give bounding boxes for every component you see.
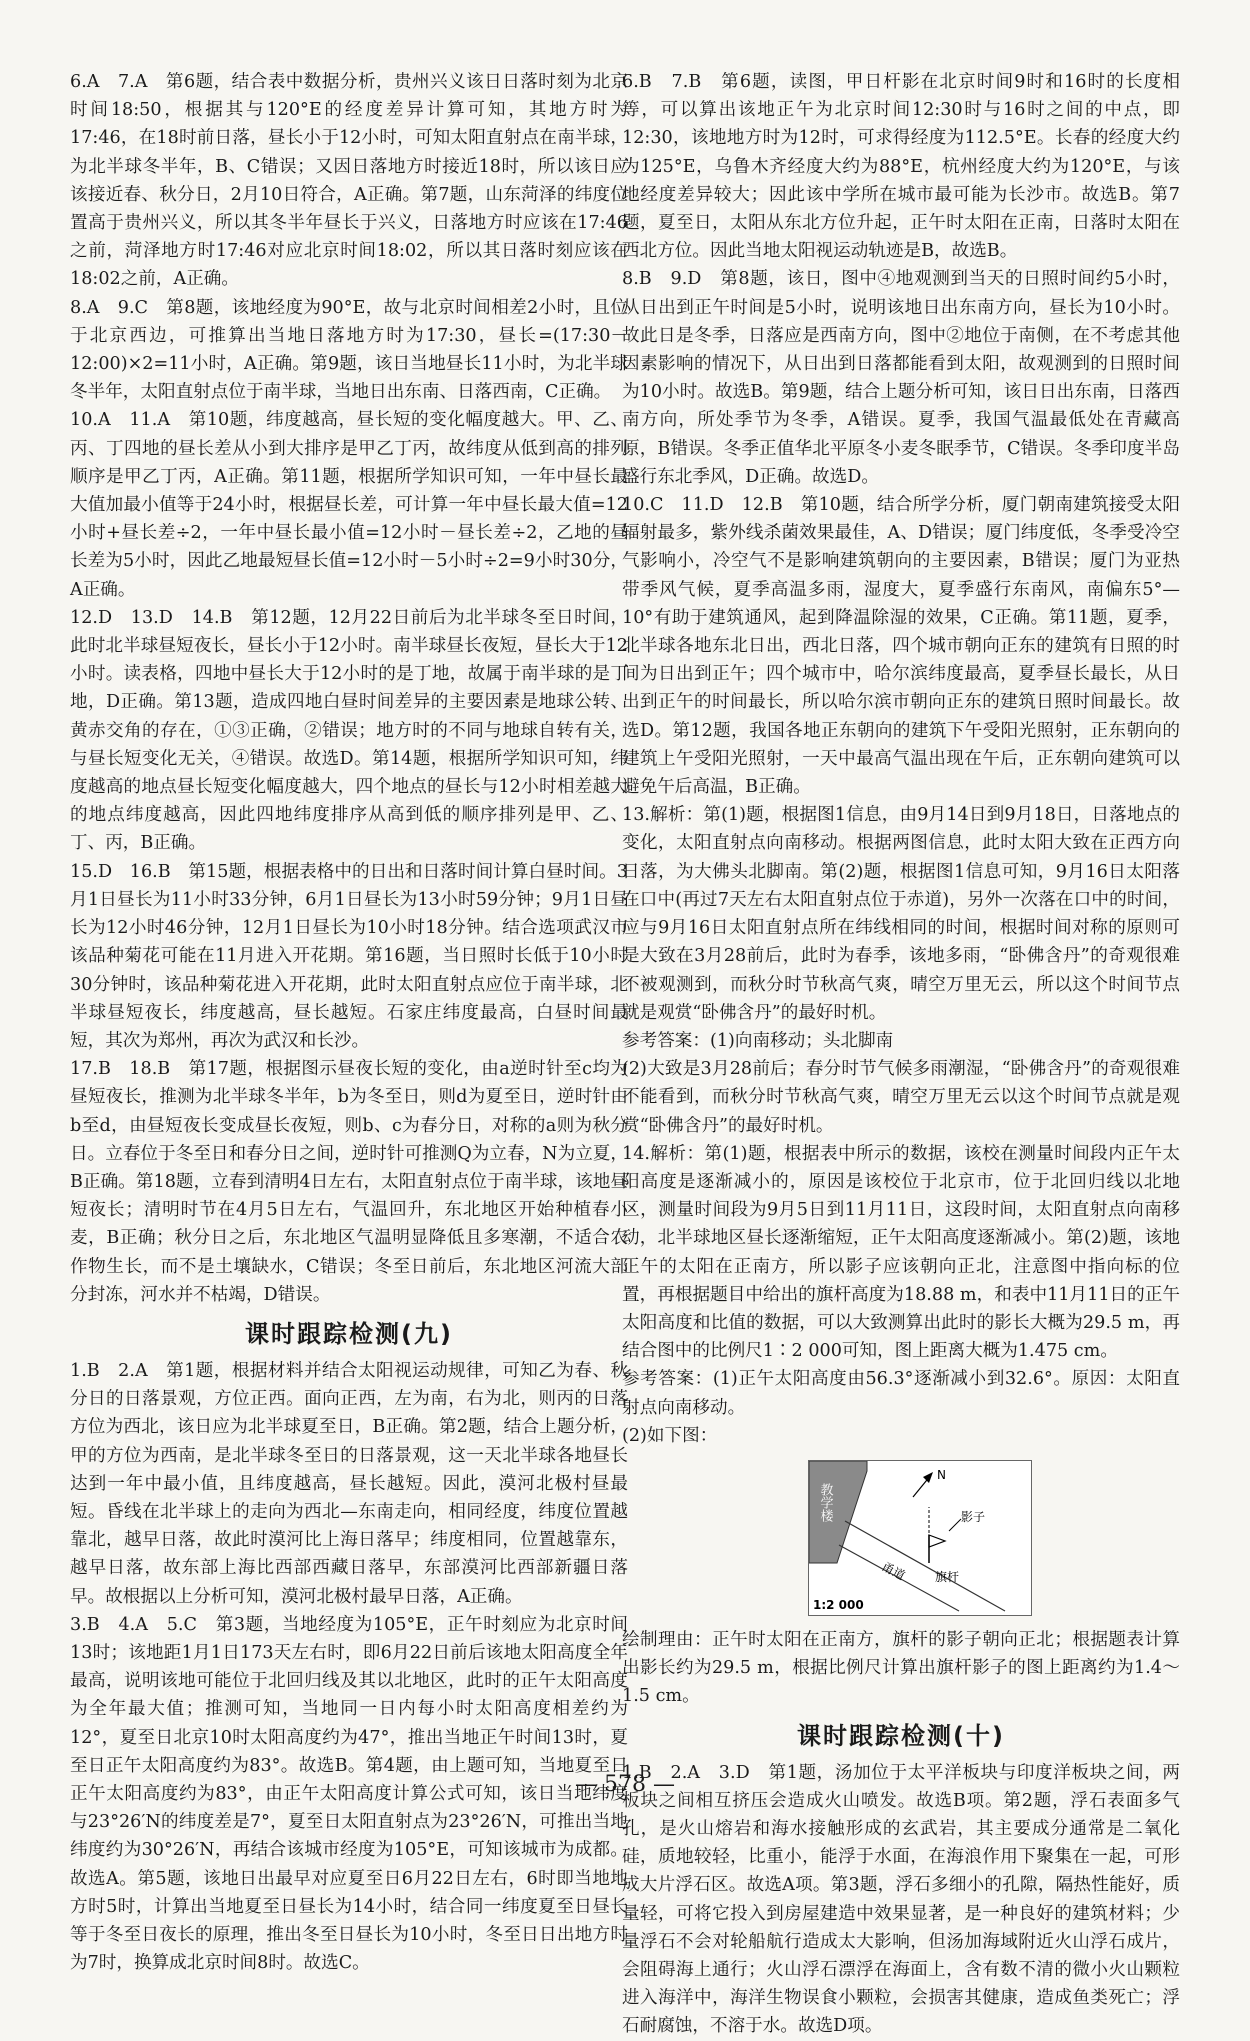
answer-paragraph: 13.解析：第(1)题，根据图1信息，由9月14日到9月18日，日落地点的变化，太阳直射点向南移动。根据两图信息，此时太阳大致在正西方向日落，为大佛头北脚南。第(2)题，根据图1信息可知，9月16日太阳落在口中(再过7天左右太阳直射点位于赤道)，另外一次落在口中的时间，应与9月16日太阳直射点所在纬线相同的时间，根据时间对称的原则可是大致在3月28前后，此时为春季，该地多雨，“卧佛含丹”的奇观很难不被观测到，而秋分时节秋高气爽，晴空万里无云，所以这个时间节点就是观赏“卧佛含丹”的最好时机。 — [622, 805, 1180, 1023]
answer-paragraph: (2)如下图： — [622, 1425, 718, 1446]
right-column — [622, 68, 1180, 2041]
answer-paragraph: 1.B 2.A 第1题，根据材料并结合太阳视运动规律，可知乙为春、秋分日的日落景观，方位正西。面向正西，左为南，右为北，则丙的日落方位为西北，该日应为北半球夏至日，B正确。第2题，结合上题分析，甲的方位为西南，是北半球冬至日的日落景观，这一天北半球各地昼长达到一年中最小值，且纬度越高，昼长越短。因此，漠河北极村昼最短。昏线在北半球上的走向为西北—东南走向，相同经度，纬度位置越靠北，越早日落，故此时漠河比上海日落早；纬度相同，位置越靠东，越早日落，故东部上海比西部西藏日落早，东部漠河比西部新疆日落早。故根据以上分析可知，漠河北极村最早日落，A正确。 — [70, 1360, 628, 1607]
answer-paragraph: 12.D 13.D 14.B 第12题，12月22日前后为北半球冬至日时间，此时北半球昼短夜长，昼长小于12小时。南半球昼长夜短，昼长大于12小时。读表格，四地中昼长大于12小时的是丁地，故属于南半球的是丁地，D正确。第13题，造成四地白昼时间差异的主要因素是地球公转、黄赤交角的存在，①③正确，②错误；地方时的不同与地球自转有关，与昼长短变化无关，④错误。故选D。第14题，根据所学知识可知，纬度越高的地点昼长短变化幅度越大，四个地点的昼长与12小时相差越大的地点纬度越高，因此四地纬度排序从高到低的顺序排列是甲、乙、丁、丙，B正确。 — [70, 607, 628, 854]
answer-paragraph: (2)大致是3月28前后；春分时节气候多雨潮湿，“卧佛含丹”的奇观很难不能看到，而秋分时节秋高气爽，晴空万里无云以这个时间节点就是观赏“卧佛含丹”的最好时机。 — [622, 1059, 1180, 1136]
building-label: 教学楼 — [817, 1482, 833, 1522]
road-label: 甬道 — [879, 1559, 908, 1583]
answer-paragraph: 17.B 18.B 第17题，根据图示昼夜长短的变化，由a逆时针至c均为昼短夜长，推测为北半球冬半年，b为冬至日，则d为夏至日，逆时针由b至d，由昼短夜长变成昼长夜短，则b、c为春分日，对称的a则为秋分日。立春位于冬至日和春分日之间，逆时针可推测Q为立春，N为立夏，B正确。第18题，立春到清明4日左右，太阳直射点位于南半球，该地昼短夜长；清明时节在4月5日左右，气温回升，东北地区开始种植春小麦，B正确；秋分日之后，东北地区气温明显降低且多寒潮，不适合农作物生长，而不是土壤缺水，C错误；冬至日前后，东北地区河流大部分封冻，河水并不枯竭，D错误。 — [70, 1059, 628, 1305]
left-column — [70, 68, 628, 1977]
answer-paragraph: 10.A 11.A 第10题，纬度越高，昼长短的变化幅度越大。甲、乙、丙、丁四地的昼长差从小到大排序是甲乙丁丙，故纬度从低到高的排列顺序是甲乙丁丙，A正确。第11题，根据所学知识可知，一年中昼长最大值加最小值等于24小时，根据昼长差，可计算一年中昼长最大值=12小时+昼长差÷2，一年中昼长最小值=12小时－昼长差÷2，乙地的昼长差为5小时，因此乙地最短昼长值=12小时－5小时÷2=9小时30分，A正确。 — [70, 410, 628, 600]
north-label: N — [937, 1467, 946, 1482]
answer-paragraph: 14.解析：第(1)题，根据表中所示的数据，该校在测量时间段内正午太阳高度是逐渐减小的，原因是该校位于北京市，位于北回归线以北地区，测量时间段为9月5日到11月11日，这段时间，太阳直射点向南移动，北半球地区昼长逐渐缩短，正午太阳高度逐渐减小。第(2)题，该地正午的太阳在正南方，所以影子应该朝向正北，注意图中指向标的位置，再根据题目中给出的旗杆高度为18.88 m，和表中11月11日的正午太阳高度和比值的数据，可以大致测算出此时的影长大概为29.5 m，再结合图中的比例尺1∶2 000可知，图上距离大概为1.475 cm。 — [622, 1143, 1180, 1362]
flag-shape — [929, 1535, 945, 1547]
answer-paragraph: 1.B 2.A 3.D 第1题，汤加位于太平洋板块与印度洋板块之间，两板块之间相互挤压会造成火山喷发。故选B项。第2题，浮石表面多气孔，是火山熔岩和海水接触形成的玄武岩，其主要成分通常是二氧化硅，质地较轻，比重小，能浮于水面，在海浪作用下聚集在一起，可形成大片浮石区。故选A项。第3题，浮石多细小的孔隙，隔热性能好，质量轻，可将它投入到房屋建造中效果显著，是一种良好的建筑材料；少量浮石不会对轮船航行造成太大影响，但汤加海域附近火山浮石成片，会阻碍海上通行；火山浮石漂浮在海面上，含有数不清的微小火山颗粒进入海洋中，海洋生物误食小颗粒，会损害其健康，造成鱼类死亡；浮石耐腐蚀，不溶于水。故选D项。 — [622, 1762, 1180, 2037]
answer-paragraph: 10.C 11.D 12.B 第10题，结合所学分析，厦门朝南建筑接受太阳辐射最多，紫外线杀菌效果最佳，A、D错误；厦门纬度低，冬季受冷空气影响小，冷空气不是影响建筑朝向的主要因素，B错误；厦门为亚热带季风气候，夏季高温多雨，湿度大，夏季盛行东南风，南偏东5°—10°有助于建筑通风，起到降温除湿的效果，C正确。第11题，夏季，北半球各地东北日出，西北日落，四个城市朝向正东的建筑有日照的时间为日出到正午；四个城市中，哈尔滨纬度最高，夏季昼长最长，从日出到正午的时间最长，所以哈尔滨市朝向正东的建筑日照时间最长。故选D。第12题，我国各地正东朝向的建筑下午受阳光照射，正东朝向的建筑上午受阳光照射，一天中最高气温出现在午后，正东朝向建筑可以避免午后高温，B正确。 — [622, 495, 1180, 798]
flagpole-shadow-diagram — [808, 1460, 1032, 1616]
answer-paragraph: 15.D 16.B 第15题，根据表格中的日出和日落时间计算白昼时间。3月1日昼长为11小时33分钟，6月1日昼长为13小时59分钟；9月1日昼长为12小时46分钟，12月1日昼长为10小时18分钟。结合选项武汉市该品种菊花可能在11月进入开花期。第16题，当日照时长低于10小时30分钟时，该品种菊花进入开花期，此时太阳直射点应位于南半球，北半球昼短夜长，纬度越高，昼长越短。石家庄纬度最高，白昼时间最短，其次为郑州，再次为武汉和长沙。 — [70, 861, 628, 1051]
section-title: 课时跟踪检测(十) — [797, 1721, 1005, 1750]
shadow-label: 影子 — [961, 1509, 986, 1524]
answer-paragraph: 参考答案：(1)向南移动；头北脚南 — [622, 1030, 894, 1051]
section-title: 课时跟踪检测(九) — [245, 1319, 453, 1348]
answer-paragraph: 8.B 9.D 第8题，该日，图中④地观测到当天的日照时间约5小时，从日出到正午时间是5小时，说明该地日出东南方向，昼长为10小时。故此日是冬季，日落应是西南方向，图中②地位于南侧，在不考虑其他因素影响的情况下，从日出到日落都能看到太阳，故观测到的日照时间为10小时。故选B。第9题，结合上题分析可知，该日日出东南，日落西南方向，所处季节为冬季，A错误。夏季，我国气温最低处在青藏高原，B错误。冬季正值华北平原冬小麦冬眠季节，C错误。冬季印度半岛盛行东北季风，D正确。故选D。 — [622, 269, 1180, 487]
answer-paragraph: 6.A 7.A 第6题，结合表中数据分析，贵州兴义该日日落时刻为北京时间18:50，根据其与120°E的经度差异计算可知，其地方时为17:46，在18时前日落，昼长小于12小时，可知太阳直射点在南半球，为北半球冬半年，B、C错误；又因日落地方时接近18时，所以该日应该接近春、秋分日，2月10日符合，A正确。第7题，山东菏泽的纬度位置高于贵州兴义，所以其冬半年昼长于兴义，日落地方时应该在17:46之前，菏泽地方时17:46对应北京时间18:02，所以其日落时刻应该在18:02之前，A正确。 — [70, 72, 628, 290]
answer-paragraph: 参考答案：(1)正午太阳高度由56.3°逐渐减小到32.6°。原因：太阳直射点向南移动。 — [622, 1369, 1180, 1418]
answer-paragraph: 绘制理由：正午时太阳在正南方，旗杆的影子朝向正北；根据题表计算出影长约为29.5 m，根据比例尺计算出旗杆影子的图上距离约为1.4～1.5 cm。 — [622, 1629, 1180, 1707]
page-number: — 578 — — [575, 1772, 675, 1797]
answer-paragraph: 8.A 9.C 第8题，该地经度为90°E，故与北京时间相差2小时，且位于北京西边，可推算出当地日落地方时为17:30，昼长=(17:30－12:00)×2=11小时，A正确。第9题，该日当地昼长11小时，为北半球冬半年，太阳直射点位于南半球，当地日出东南、日落西南，C正确。 — [70, 297, 628, 403]
flagpole-label: 旗杆 — [935, 1569, 960, 1584]
scale-label: 1:2 000 — [813, 1597, 864, 1612]
answer-paragraph: 6.B 7.B 第6题，读图，甲日杆影在北京时间9时和16时的长度相等，可以算出该地正午为北京时间12:30时与16时之间的中点，即12:30，该地地方时为12时，可求得经度为112.5°E。长春的经度大约为125°E，乌鲁木齐经度大约为88°E，杭州经度大约为120°E，与该地经度差异较大；因此该中学所在城市最可能为长沙市。故选B。第7题，夏至日，太阳从东北方位升起，正午时太阳在正南，日落时太阳在西北方位。因此当地太阳视运动轨迹是B，故选B。 — [622, 72, 1180, 262]
answer-paragraph: 3.B 4.A 5.C 第3题，当地经度为105°E，正午时刻应为北京时间13时；该地距1月1日173天左右时，即6月22日前后该地太阳高度全年最高，说明该地可能位于北回归线及其以北地区，此时的正午太阳高度为全年最大值；推测可知，当地同一日内每小时太阳高度相差约为12°，夏至日北京10时太阳高度约为47°，推出当地正午时间13时，夏至日正午太阳高度约为83°。故选B。第4题，由上题可知，当地夏至日正午太阳高度约为83°，由正午太阳高度计算公式可知，该日当地纬度与23°26′N的纬度差是7°，夏至日太阳直射点为23°26′N，可推出当地纬度约为30°26′N，再结合该城市经度为105°E，可知该城市为成都。故选A。第5题，该地日出最早对应夏至日6月22日左右，6时即当地地方时5时，计算出当地夏至日昼长为14小时，结合同一纬度夏至日昼长等于冬至日夜长的原理，推出冬至日昼长为10小时，冬至日日出地方时为7时，换算成北京时间8时。故选C。 — [70, 1614, 628, 1974]
